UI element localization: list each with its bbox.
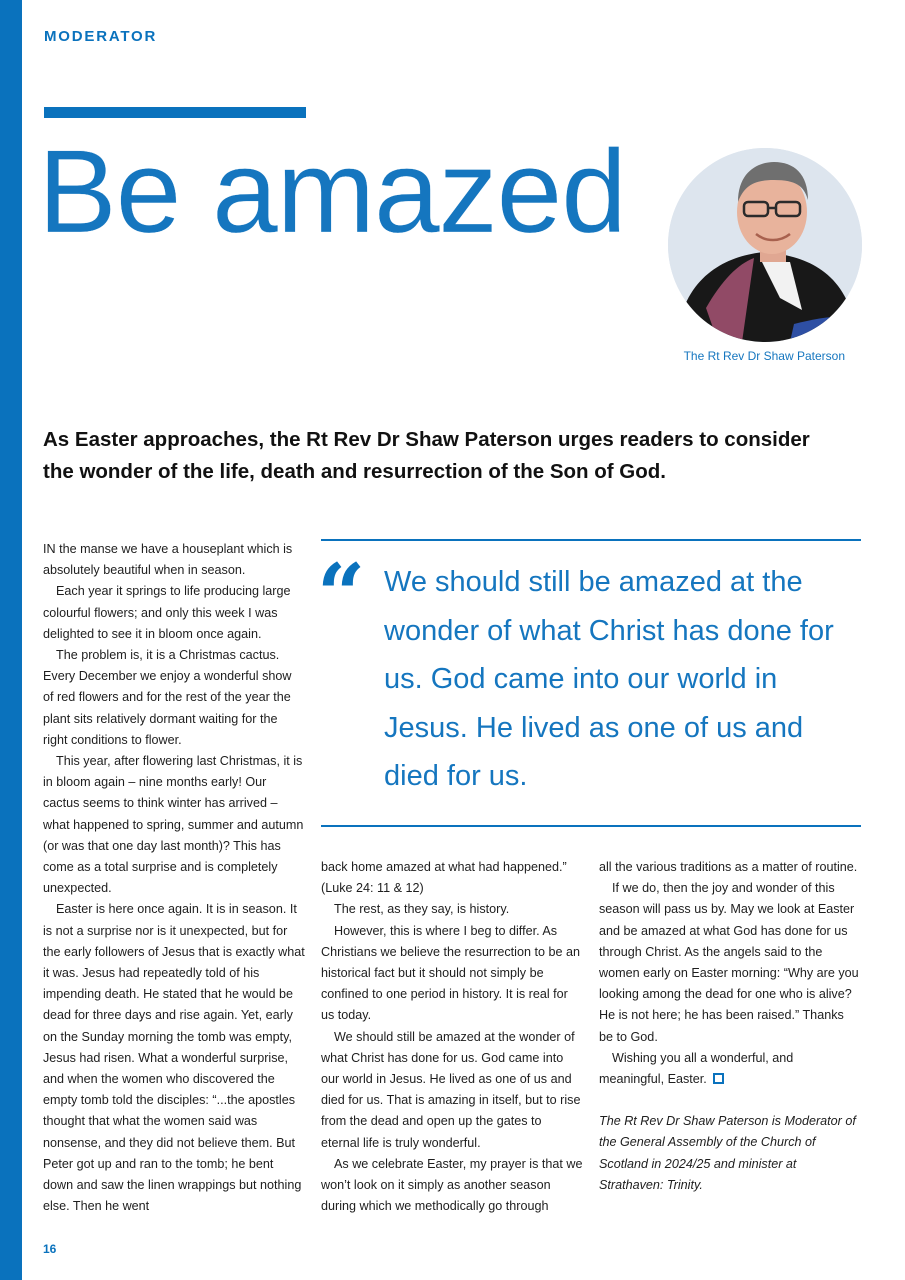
paragraph: IN the manse we have a houseplant which is absolutely beautiful when in season. [43, 542, 293, 578]
section-label: MODERATOR [44, 28, 158, 45]
paragraph: all the various traditions as a matter of routine. [599, 860, 858, 874]
paragraph: back home amazed at what had happened.” (Luke 24: 11 & 12) [321, 860, 567, 896]
pull-quote [317, 539, 861, 827]
article-column-3 [599, 857, 861, 1196]
article-column-2 [321, 857, 583, 1217]
paragraph: We should still be amazed at the wonder of what Christ has done for us. God came into our world in Jesus. He lived as one of us and died for us. That is amazing in itself, but to rise from the dead and open up the gates to eternal life is truly wonderful. [321, 1029, 581, 1150]
headline: Be amazed [38, 126, 626, 258]
page-number: 16 [43, 1242, 57, 1256]
title-rule [44, 107, 306, 118]
paragraph: Easter is here once again. It is in season. It is not a surprise nor is it unexpected, but for the early followers of Jesus that is exactly what it was. Jesus had repeatedly told of his impending death. He stated that he would be dead for three days and rise again. Yet, early on the Sunday morning the tomb was empty, Jesus had risen. What a wonderful surprise, and when the women who discovered the empty tomb told the disciples: “...the apostles thought that what the women said was nonsense, and they did not believe them. But Peter got up and ran to the tomb; he bent down and saw the linen wrappings but nothing else. Then he went [43, 902, 305, 1214]
portrait-illustration [668, 148, 862, 342]
paragraph: If we do, then the joy and wonder of this season will pass us by. May we look at Easter and be amazed at what God has done for us through Christ. As the angels said to the women early on Easter morning: “Why are you looking among the dead for one who is alive? He is not here; he has been raised.” Thanks be to God. [599, 881, 859, 1044]
paragraph: The problem is, it is a Christmas cactus. Every December we enjoy a wonderful show of red flowers and for the rest of the year the plant sits relatively dormant waiting for the right conditions to flower. [43, 648, 292, 747]
photo-caption: The Rt Rev Dr Shaw Paterson [683, 349, 845, 363]
moderator-portrait [668, 148, 862, 342]
left-accent-bar [0, 0, 22, 1280]
standfirst: As Easter approaches, the Rt Rev Dr Shaw Paterson urges readers to consider the wonder of the life, death and resurrection of the Son of God. [43, 428, 810, 483]
author-bio: The Rt Rev Dr Shaw Paterson is Moderator of the General Assembly of the Church of Scotland in 2024/25 and minister at Strathaven: Trinity. [599, 1114, 856, 1192]
paragraph-final [599, 1048, 861, 1090]
paragraph: The rest, as they say, is history. [334, 902, 510, 917]
article-column-1 [43, 539, 305, 1218]
paragraph-text: Wishing you all a wonderful, and meaningful, Easter. [599, 1050, 794, 1087]
paragraph: Each year it springs to life producing large colourful flowers; and only this week I was delighted to see it in bloom once again. [43, 584, 291, 641]
paragraph: However, this is where I beg to differ. As Christians we believe the resurrection to be an historical fact but it should not simply be confined to one period in history. It is real for us today. [321, 923, 581, 1023]
paragraph: This year, after flowering last Christmas, it is in bloom again – nine months early! Our cactus seems to think winter has arrived – what happened to spring, summer and autumn (or was that one day last month)? This has come as a total surprise and is completely unexpected. [43, 754, 304, 896]
paragraph: As we celebrate Easter, my prayer is that we won’t look on it simply as another season during which we methodically go through [321, 1156, 583, 1214]
end-mark-icon [713, 1073, 724, 1084]
pull-quote-text: We should still be amazed at the wonder of what Christ has done for us. God came into our world in Jesus. He lived as one of us and died for us. [384, 566, 834, 792]
quote-mark-icon: “ [317, 545, 366, 644]
